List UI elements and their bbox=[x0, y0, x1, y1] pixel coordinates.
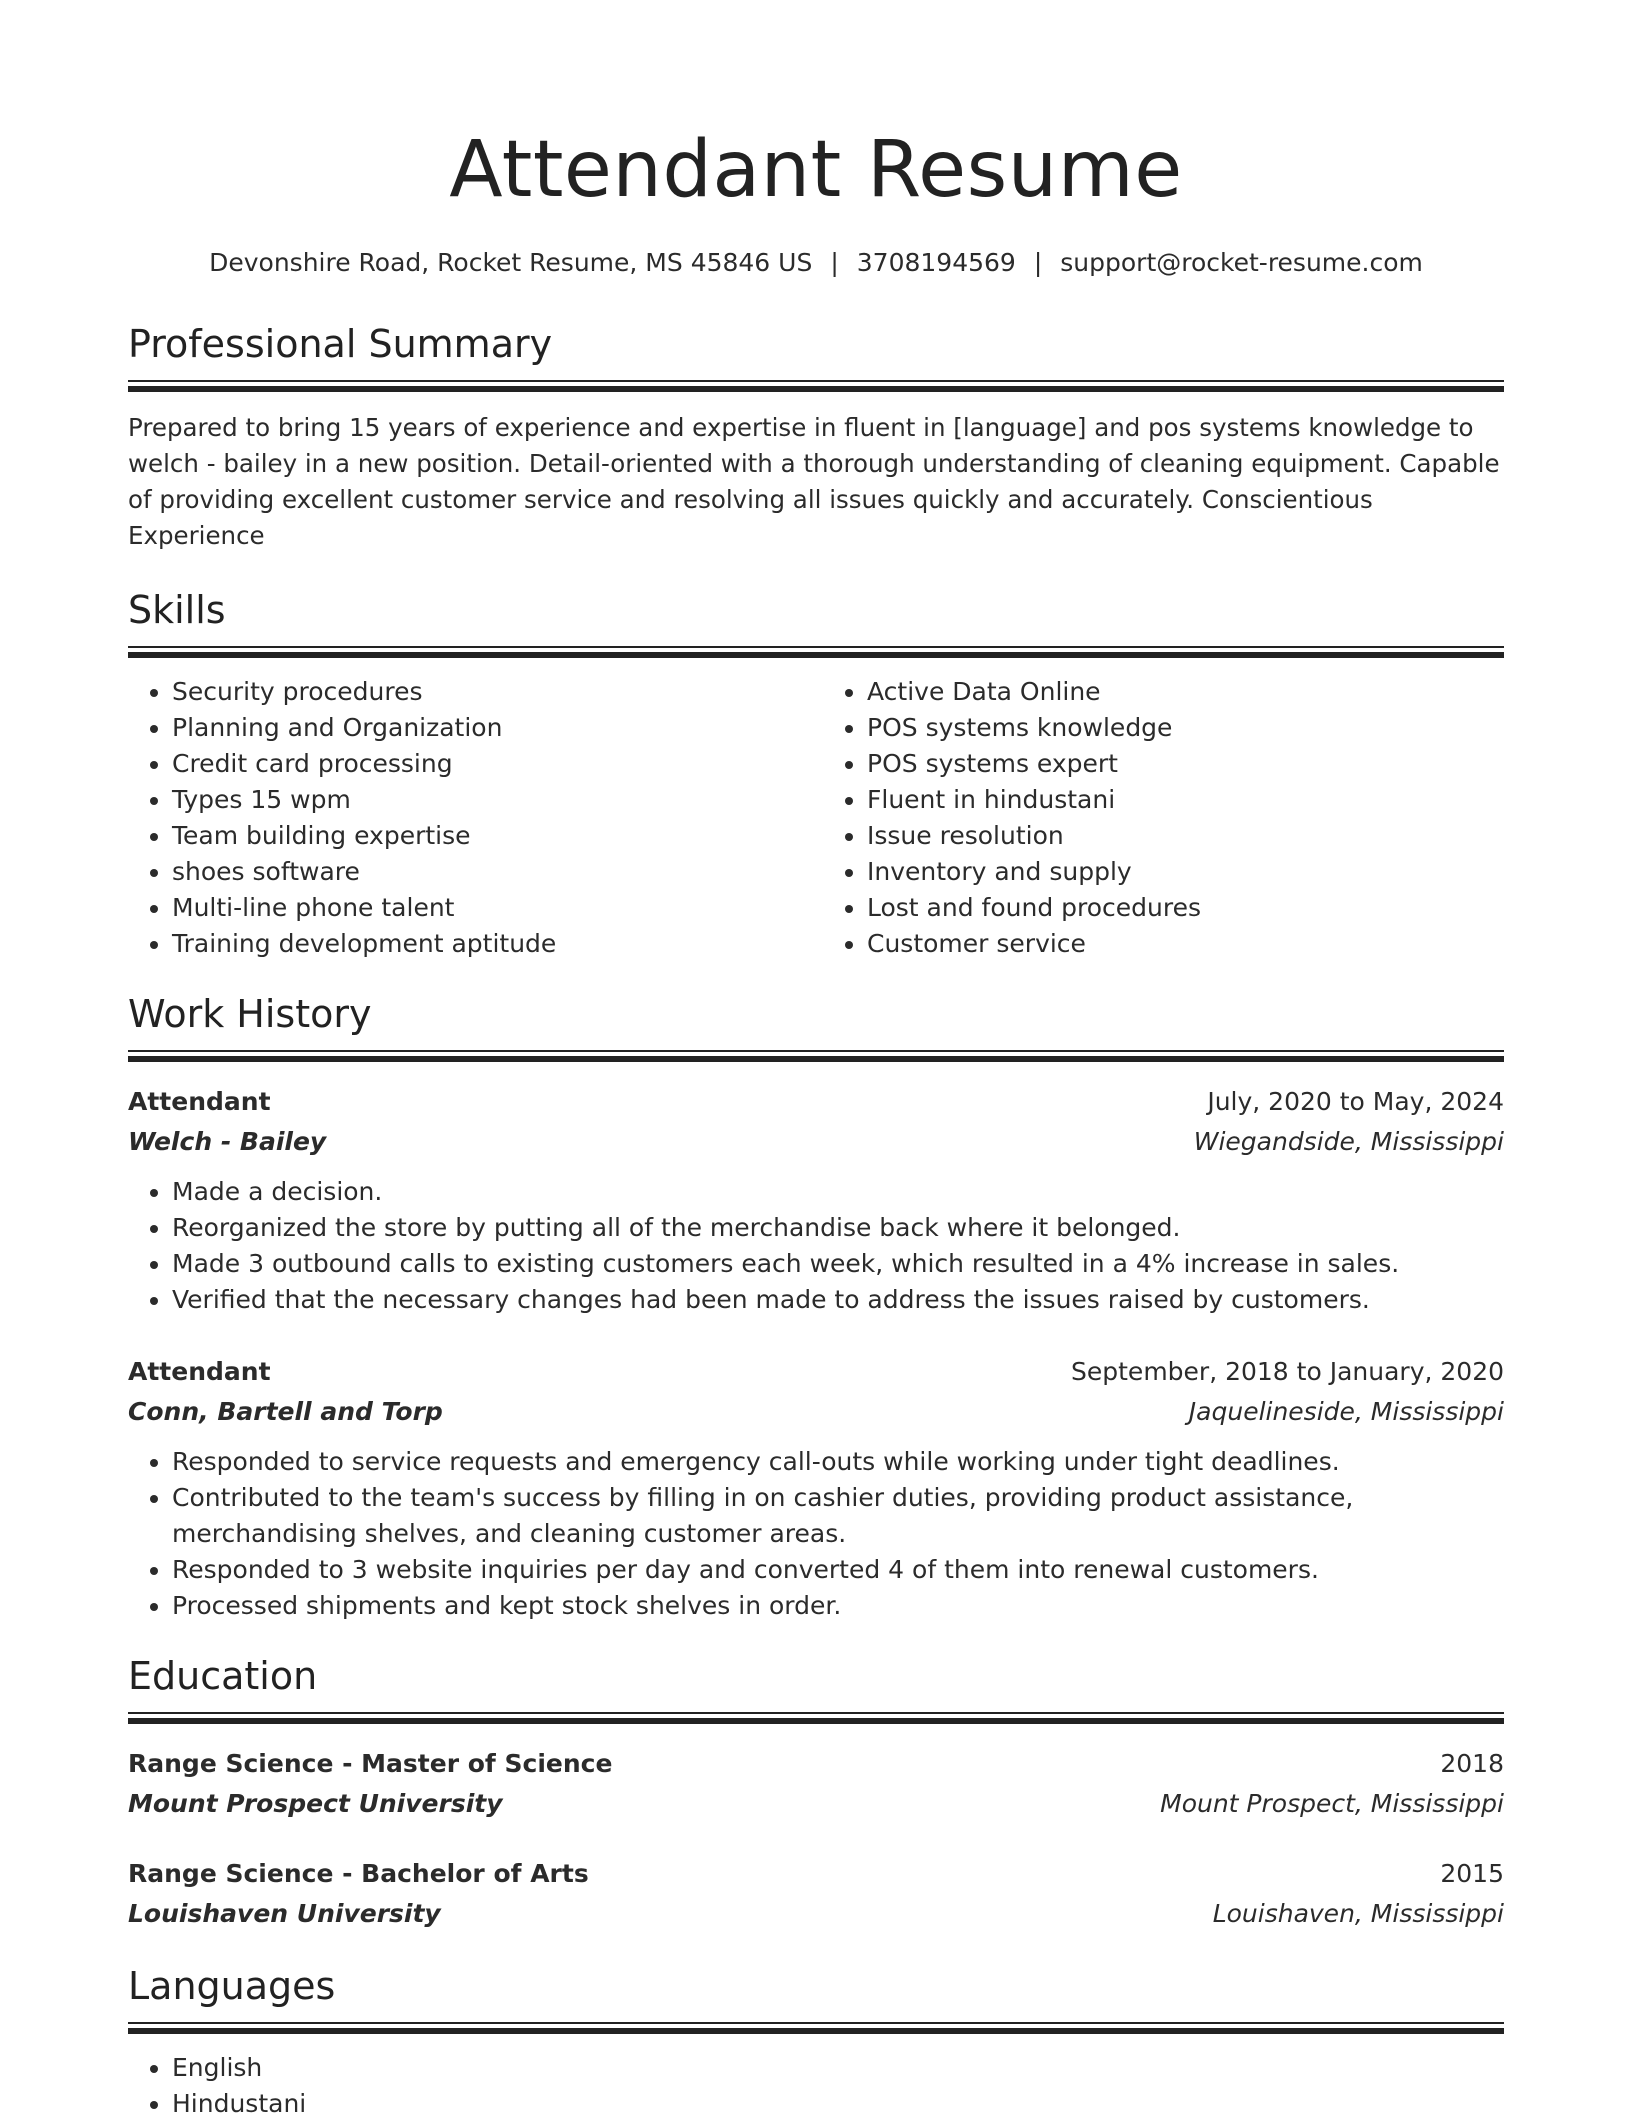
education-heading: Education bbox=[128, 1654, 318, 1698]
contact-phone: 3708194569 bbox=[856, 248, 1016, 277]
skill-item: • Customer service bbox=[867, 926, 1504, 962]
job-company: Welch - Bailey bbox=[128, 1127, 327, 1156]
skill-item: • Fluent in hindustani bbox=[867, 782, 1504, 818]
skill-item: • POS systems knowledge bbox=[867, 710, 1504, 746]
education-school: Mount Prospect University bbox=[128, 1789, 503, 1818]
contact-separator: | bbox=[830, 248, 839, 277]
job-title-row bbox=[128, 1352, 1504, 1392]
education-school-row bbox=[128, 1894, 1504, 1934]
skill-item: • Issue resolution bbox=[867, 818, 1504, 854]
job-bullets bbox=[128, 1174, 1504, 1318]
education-degree-row bbox=[128, 1744, 1504, 1784]
contact-email[interactable]: support@rocket-resume.com bbox=[1060, 248, 1423, 277]
section-divider bbox=[128, 646, 1504, 658]
section-divider bbox=[128, 1712, 1504, 1724]
job-title-row bbox=[128, 1082, 1504, 1122]
section-divider bbox=[128, 380, 1504, 392]
education-year: 2015 bbox=[1440, 1859, 1504, 1888]
skill-item: • POS systems expert bbox=[867, 746, 1504, 782]
language-item: • English bbox=[172, 2050, 1504, 2086]
job-role: Attendant bbox=[128, 1357, 271, 1386]
education-year: 2018 bbox=[1440, 1749, 1504, 1778]
education-degree-row bbox=[128, 1854, 1504, 1894]
contact-line bbox=[128, 246, 1504, 280]
job-bullet: • Made a decision. bbox=[172, 1174, 1504, 1210]
job-bullet: • Verified that the necessary changes had been made to address the issues raised by customers. bbox=[172, 1282, 1504, 1318]
skills-section bbox=[128, 586, 1504, 962]
skill-item: • Credit card processing bbox=[172, 746, 816, 782]
work-history-heading: Work History bbox=[128, 992, 372, 1036]
contact-address: Devonshire Road, Rocket Resume, MS 45846 US bbox=[209, 248, 813, 277]
languages-section bbox=[128, 1962, 1504, 2122]
skills-list-right bbox=[816, 674, 1504, 962]
job-role: Attendant bbox=[128, 1087, 271, 1116]
education-section bbox=[128, 1652, 1504, 1934]
job-company: Conn, Bartell and Torp bbox=[128, 1397, 443, 1426]
job-bullet: • Responded to 3 website inquiries per day and converted 4 of them into renewal customers. bbox=[172, 1552, 1504, 1588]
education-school-row bbox=[128, 1784, 1504, 1824]
skills-columns bbox=[128, 658, 1504, 962]
page-title: Attendant Resume bbox=[449, 125, 1183, 215]
job-bullets bbox=[128, 1444, 1504, 1624]
job-entry bbox=[128, 1082, 1504, 1318]
job-bullet: • Reorganized the store by putting all of the merchandise back where it belonged. bbox=[172, 1210, 1504, 1246]
job-dates: July, 2020 to May, 2024 bbox=[1207, 1087, 1504, 1116]
job-bullet: • Contributed to the team's success by filling in on cashier duties, providing product assistance, merchandising shelves, and cleaning customer areas. bbox=[172, 1480, 1504, 1552]
skill-item: • Security procedures bbox=[172, 674, 816, 710]
education-location: Louishaven, Mississippi bbox=[1212, 1899, 1504, 1928]
work-history-section bbox=[128, 990, 1504, 1624]
job-entry bbox=[128, 1352, 1504, 1624]
education-entry bbox=[128, 1854, 1504, 1934]
education-school: Louishaven University bbox=[128, 1899, 441, 1928]
education-location: Mount Prospect, Mississippi bbox=[1160, 1789, 1504, 1818]
education-degree: Range Science - Master of Science bbox=[128, 1749, 613, 1778]
skill-item: • Inventory and supply bbox=[867, 854, 1504, 890]
skill-item: • Types 15 wpm bbox=[172, 782, 816, 818]
language-item: • Hindustani bbox=[172, 2086, 1504, 2122]
job-company-row bbox=[128, 1122, 1504, 1162]
job-dates: September, 2018 to January, 2020 bbox=[1071, 1357, 1504, 1386]
education-degree: Range Science - Bachelor of Arts bbox=[128, 1859, 589, 1888]
section-divider bbox=[128, 2022, 1504, 2034]
education-entry bbox=[128, 1744, 1504, 1824]
job-location: Wiegandside, Mississippi bbox=[1193, 1127, 1504, 1156]
skill-item: • Multi-line phone talent bbox=[172, 890, 816, 926]
languages-heading: Languages bbox=[128, 1964, 336, 2008]
skill-item: • shoes software bbox=[172, 854, 816, 890]
summary-section bbox=[128, 320, 1504, 554]
languages-list bbox=[128, 2050, 1504, 2122]
job-company-row bbox=[128, 1392, 1504, 1432]
skill-item: • Lost and found procedures bbox=[867, 890, 1504, 926]
summary-heading: Professional Summary bbox=[128, 322, 553, 366]
skills-list-left bbox=[128, 674, 816, 962]
job-location: Jaquelineside, Mississippi bbox=[1188, 1397, 1504, 1426]
section-divider bbox=[128, 1050, 1504, 1062]
job-bullet: • Made 3 outbound calls to existing customers each week, which resulted in a 4% increase in sales. bbox=[172, 1246, 1504, 1282]
contact-separator: | bbox=[1033, 248, 1043, 277]
summary-text: Prepared to bring 15 years of experience and expertise in fluent in [language] and pos systems knowledge to welch - bailey in a new position. Detail-oriented with a thorough understanding of cleaning equipment. Capable of providing excellent customer service and resolving all issues quickly and accurately. Conscientious Experience bbox=[128, 413, 1500, 550]
skills-heading: Skills bbox=[128, 588, 226, 632]
job-bullet: • Responded to service requests and emergency call-outs while working under tight deadlines. bbox=[172, 1444, 1504, 1480]
skill-item: • Team building expertise bbox=[172, 818, 816, 854]
job-bullet: • Processed shipments and kept stock shelves in order. bbox=[172, 1588, 1504, 1624]
skill-item: • Planning and Organization bbox=[172, 710, 816, 746]
skill-item: • Training development aptitude bbox=[172, 926, 816, 962]
skill-item: • Active Data Online bbox=[867, 674, 1504, 710]
